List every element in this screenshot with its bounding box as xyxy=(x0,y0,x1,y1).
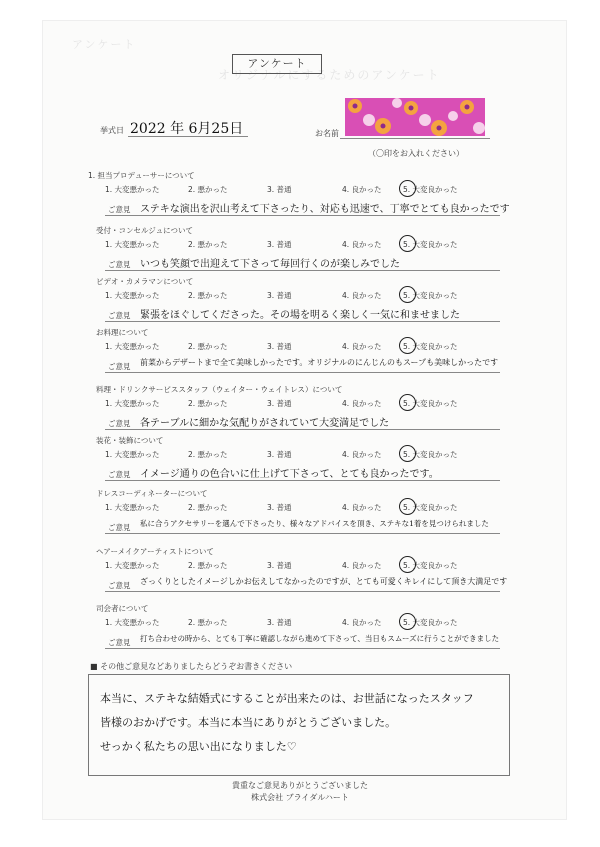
comment-text: イメージ通りの色合いに仕上げて下さって、とても良かったです。 xyxy=(140,469,439,480)
selected-rating-circle xyxy=(399,445,416,462)
comment-underline xyxy=(105,215,500,216)
rating-option[interactable]: 2. 悪かった xyxy=(188,618,228,627)
comment-text: 打ち合わせの時から、とても丁寧に確認しながら進めて下さって、当日もスムーズに行うことができました xyxy=(140,634,500,643)
rating-option[interactable]: 5. 大変良かった xyxy=(403,342,458,351)
stamp-note: （〇印をお入れください） xyxy=(368,149,464,158)
comment-text: 前菜からデザートまで全て美味しかったです。オリジナルのにんじんのもスープも美味しかったです xyxy=(140,358,499,367)
section-title: ビデオ・カメラマンについて xyxy=(96,277,194,286)
comment-text: 緊張をほぐしてくださった。その場を明るく楽しく一気に和ませました xyxy=(140,310,460,321)
comment-label: ご意見 xyxy=(108,260,131,269)
comment-label: ご意見 xyxy=(108,362,131,371)
rating-option[interactable]: 1. 大変悪かった xyxy=(105,399,160,408)
rating-option[interactable]: 4. 良かった xyxy=(342,399,382,408)
rating-option[interactable]: 3. 普通 xyxy=(267,561,292,570)
selected-rating-circle xyxy=(399,498,416,515)
rating-option[interactable]: 1. 大変悪かった xyxy=(105,342,160,351)
comment-text: いつも笑顔で出迎えて下さって毎回行くのが楽しみでした xyxy=(140,259,400,270)
rating-option[interactable]: 5. 大変良かった xyxy=(403,561,458,570)
rating-option[interactable]: 2. 悪かった xyxy=(188,342,228,351)
rating-option[interactable]: 3. 普通 xyxy=(267,450,292,459)
name-label: お名前 xyxy=(315,129,339,138)
redacted-name-pattern xyxy=(345,98,485,136)
comment-label: ご意見 xyxy=(108,638,131,647)
rating-option[interactable]: 2. 悪かった xyxy=(188,291,228,300)
rating-option[interactable]: 3. 普通 xyxy=(267,618,292,627)
comment-underline xyxy=(105,429,500,430)
rating-option[interactable]: 4. 良かった xyxy=(342,291,382,300)
comment-text: 私に合うアクセサリーを選んで下さったり、様々なアドバイスを頂き、ステキな1着を見つけられました xyxy=(140,519,489,528)
survey-title: アンケート xyxy=(232,54,322,74)
rating-option[interactable]: 2. 悪かった xyxy=(188,240,228,249)
rating-option[interactable]: 4. 良かった xyxy=(342,450,382,459)
rating-option[interactable]: 1. 大変悪かった xyxy=(105,561,160,570)
selected-rating-circle xyxy=(399,180,416,197)
footer-thanks: 貴重なご意見ありがとうございました xyxy=(232,781,368,790)
rating-option[interactable]: 1. 大変悪かった xyxy=(105,240,160,249)
rating-option[interactable]: 1. 大変悪かった xyxy=(105,618,160,627)
selected-rating-circle xyxy=(399,286,416,303)
rating-option[interactable]: 3. 普通 xyxy=(267,342,292,351)
bleed-through-text-small: アンケート xyxy=(72,38,137,51)
rating-option[interactable]: 3. 普通 xyxy=(267,503,292,512)
bleed-through-text: オリジナルにするためのアンケート xyxy=(218,68,441,82)
free-comment-label: ■ その他ご意見などありましたらどうぞお書きください xyxy=(90,662,293,671)
rating-option[interactable]: 5. 大変良かった xyxy=(403,618,458,627)
section-title: 司会者について xyxy=(96,604,149,613)
comment-underline xyxy=(105,591,500,592)
comment-text: ステキな演出を沢山考えて下さったり、対応も迅速で、丁寧でとても良かったです xyxy=(140,204,510,215)
rating-option[interactable]: 5. 大変良かった xyxy=(403,240,458,249)
footer-company: 株式会社 ブライダルハート xyxy=(251,793,349,802)
selected-rating-circle xyxy=(399,235,416,252)
comment-underline xyxy=(105,321,500,322)
rating-option[interactable]: 1. 大変悪かった xyxy=(105,503,160,512)
comment-underline xyxy=(105,533,500,534)
rating-option[interactable]: 4. 良かった xyxy=(342,240,382,249)
comment-text: ざっくりとしたイメージしかお伝えしてなかったのですが、とても可愛くキレイにして頂き大満足です xyxy=(140,577,508,586)
selected-rating-circle xyxy=(399,613,416,630)
comment-text: 各テーブルに細かな気配りがされていて大変満足でした xyxy=(140,418,390,429)
comment-underline xyxy=(105,270,500,271)
rating-option[interactable]: 4. 良かった xyxy=(342,618,382,627)
name-underline xyxy=(340,138,490,139)
selected-rating-circle xyxy=(399,394,416,411)
wedding-date-value: 2022 年 6月25日 xyxy=(130,121,244,137)
comment-label: ご意見 xyxy=(108,470,131,479)
section-title: お料理について xyxy=(96,328,149,337)
rating-option[interactable]: 2. 悪かった xyxy=(188,450,228,459)
rating-option[interactable]: 4. 良かった xyxy=(342,561,382,570)
free-comment-line: 皆様のおかげです。本当に本当にありがとうございました。 xyxy=(100,716,397,729)
rating-option[interactable]: 5. 大変良かった xyxy=(403,185,458,194)
rating-option[interactable]: 4. 良かった xyxy=(342,185,382,194)
rating-option[interactable]: 3. 普通 xyxy=(267,185,292,194)
rating-option[interactable]: 4. 良かった xyxy=(342,503,382,512)
rating-option[interactable]: 1. 大変悪かった xyxy=(105,185,160,194)
free-comment-line: せっかく私たちの思い出になりました♡ xyxy=(100,740,297,753)
rating-option[interactable]: 5. 大変良かった xyxy=(403,450,458,459)
comment-underline xyxy=(105,372,500,373)
rating-option[interactable]: 1. 大変悪かった xyxy=(105,291,160,300)
rating-option[interactable]: 2. 悪かった xyxy=(188,399,228,408)
selected-rating-circle xyxy=(399,337,416,354)
free-comment-line: 本当に、ステキな結婚式にすることが出来たのは、お世話になったスタッフ xyxy=(100,692,474,705)
comment-label: ご意見 xyxy=(108,311,131,320)
comment-underline xyxy=(105,480,500,481)
rating-option[interactable]: 3. 普通 xyxy=(267,240,292,249)
section-title: 料理・ドリンクサービススタッフ（ウェイター・ウェイトレス）について xyxy=(96,385,343,394)
rating-option[interactable]: 4. 良かった xyxy=(342,342,382,351)
section-title: 受付・コンセルジュについて xyxy=(96,226,194,235)
comment-underline xyxy=(105,648,500,649)
comment-label: ご意見 xyxy=(108,523,131,532)
rating-option[interactable]: 5. 大変良かった xyxy=(403,503,458,512)
comment-label: ご意見 xyxy=(108,419,131,428)
section-title: 装花・装飾について xyxy=(96,436,164,445)
section-title: 1. 担当プロデューサーについて xyxy=(88,171,195,180)
rating-option[interactable]: 2. 悪かった xyxy=(188,561,228,570)
comment-label: ご意見 xyxy=(108,581,131,590)
rating-option[interactable]: 1. 大変悪かった xyxy=(105,450,160,459)
selected-rating-circle xyxy=(399,556,416,573)
rating-option[interactable]: 2. 悪かった xyxy=(188,185,228,194)
wedding-date-label: 挙式日 xyxy=(100,126,124,135)
rating-option[interactable]: 3. 普通 xyxy=(267,399,292,408)
section-title: ヘアーメイクアーティストについて xyxy=(96,547,214,556)
rating-option[interactable]: 5. 大変良かった xyxy=(403,399,458,408)
section-title: ドレスコーディネーターについて xyxy=(96,489,208,498)
date-underline xyxy=(128,136,248,137)
comment-label: ご意見 xyxy=(108,205,131,214)
rating-option[interactable]: 3. 普通 xyxy=(267,291,292,300)
rating-option[interactable]: 5. 大変良かった xyxy=(403,291,458,300)
rating-option[interactable]: 2. 悪かった xyxy=(188,503,228,512)
